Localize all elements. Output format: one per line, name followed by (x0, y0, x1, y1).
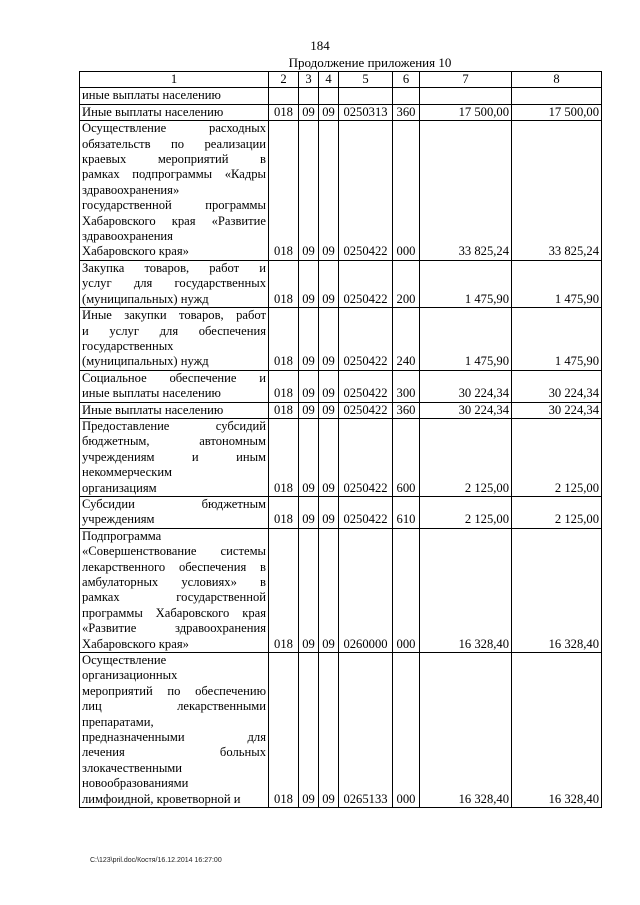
description-line: лиц лекарственными (82, 699, 266, 714)
target-article-code: 0250422 (339, 370, 393, 402)
ministry-code: 018 (269, 418, 299, 496)
table-row (80, 496, 602, 528)
table-header-row (80, 72, 602, 88)
description-line: лекарственного обеспечения в (82, 559, 266, 574)
table-row (80, 260, 602, 307)
description-line: здравоохранения» (82, 182, 180, 197)
subsection-code (319, 88, 339, 104)
amount-total: 1 475,90 (512, 308, 602, 371)
section-code: 09 (299, 402, 319, 418)
description-line: краевых мероприятий в (82, 152, 266, 167)
description-line: Осуществление расходных (82, 121, 266, 136)
description-line: Закупка товаров, работ и (82, 260, 266, 275)
description-line: Предоставление субсидий (82, 418, 266, 433)
amount-2015 (420, 88, 512, 104)
row-description (80, 653, 269, 808)
ministry-code: 018 (269, 370, 299, 402)
description-line: «Развитие здравоохранения (82, 621, 266, 636)
row-description (80, 260, 269, 307)
description-line: «Совершенствование системы (82, 544, 266, 559)
subsection-code: 09 (319, 418, 339, 496)
subsection-code: 09 (319, 308, 339, 371)
expense-type-code: 200 (393, 260, 420, 307)
section-code: 09 (299, 308, 319, 371)
amount-total: 2 125,00 (512, 496, 602, 528)
expense-type-code: 240 (393, 308, 420, 371)
header-cell-8: 8 (512, 72, 602, 88)
amount-total: 17 500,00 (512, 104, 602, 120)
target-article-code: 0260000 (339, 528, 393, 652)
description-line: Иные выплаты населению (82, 402, 224, 417)
table-row (80, 88, 602, 104)
budget-table (79, 71, 602, 808)
expense-type-code (393, 88, 420, 104)
header-cell-6: 6 (393, 72, 420, 88)
row-description (80, 528, 269, 652)
description-line: Хабаровского края «Развитие (82, 213, 266, 228)
amount-total (512, 88, 602, 104)
header-cell-1: 1 (80, 72, 269, 88)
page-number: 184 (310, 38, 330, 53)
target-article-code: 0250422 (339, 121, 393, 261)
amount-2015: 30 224,34 (420, 370, 512, 402)
table-row (80, 528, 602, 652)
description-line: (муниципальных) нужд (82, 291, 209, 306)
subsection-code: 09 (319, 370, 339, 402)
description-line: здравоохранения (82, 229, 173, 244)
table-row (80, 653, 602, 808)
description-line: препаратами, (82, 714, 154, 729)
header-cell-5: 5 (339, 72, 393, 88)
subsection-code: 09 (319, 402, 339, 418)
file-path-footer: C:\123\pril.doc/Костя/16.12.2014 16:27:00 (90, 857, 222, 864)
description-line: учреждениям и иным (82, 449, 266, 464)
description-line: Хабаровского края» (82, 244, 189, 259)
description-line: иные выплаты населению (82, 386, 221, 401)
description-line: Подпрограмма (82, 528, 162, 543)
section-code: 09 (299, 370, 319, 402)
target-article-code: 0250313 (339, 104, 393, 120)
description-line: некоммерческим (82, 465, 173, 480)
table-row (80, 104, 602, 120)
description-line: Субсидии бюджетным (82, 496, 266, 511)
expense-type-code: 600 (393, 418, 420, 496)
expense-type-code: 000 (393, 528, 420, 652)
ministry-code: 018 (269, 496, 299, 528)
header-cell-7: 7 (420, 72, 512, 88)
description-line: организационных (82, 668, 178, 683)
description-line: бюджетным, автономным (82, 434, 266, 449)
amount-2015: 16 328,40 (420, 653, 512, 808)
target-article-code: 0250422 (339, 496, 393, 528)
subsection-code: 09 (319, 121, 339, 261)
row-description (80, 402, 269, 418)
description-line: организациям (82, 480, 157, 495)
description-line: новообразованиями (82, 776, 189, 791)
ministry-code: 018 (269, 402, 299, 418)
section-code (299, 88, 319, 104)
amount-total: 2 125,00 (512, 418, 602, 496)
ministry-code: 018 (269, 653, 299, 808)
amount-total: 30 224,34 (512, 370, 602, 402)
amount-2015: 2 125,00 (420, 496, 512, 528)
description-line: лимфоидной, кроветворной и (82, 791, 241, 806)
description-line: Осуществление (82, 653, 167, 668)
table-row (80, 308, 602, 371)
description-line: рамках государственной (82, 590, 266, 605)
row-description (80, 121, 269, 261)
amount-total: 16 328,40 (512, 528, 602, 652)
section-code: 09 (299, 496, 319, 528)
expense-type-code: 000 (393, 653, 420, 808)
subsection-code: 09 (319, 653, 339, 808)
section-code: 09 (299, 418, 319, 496)
amount-2015: 17 500,00 (420, 104, 512, 120)
section-code: 09 (299, 121, 319, 261)
header-cell-2: 2 (269, 72, 299, 88)
description-line: государственной программы (82, 198, 266, 213)
target-article-code (339, 88, 393, 104)
table-row (80, 418, 602, 496)
row-description (80, 496, 269, 528)
table-row (80, 121, 602, 261)
row-description (80, 418, 269, 496)
expense-type-code: 000 (393, 121, 420, 261)
description-line: рамках подпрограммы «Кадры (82, 167, 266, 182)
subsection-code: 09 (319, 496, 339, 528)
subsection-code: 09 (319, 104, 339, 120)
target-article-code: 0250422 (339, 418, 393, 496)
amount-2015: 2 125,00 (420, 418, 512, 496)
subsection-code: 09 (319, 528, 339, 652)
description-line: мероприятий по обеспечению (82, 683, 266, 698)
section-code: 09 (299, 260, 319, 307)
ministry-code: 018 (269, 121, 299, 261)
subsection-code: 09 (319, 260, 339, 307)
section-code: 09 (299, 653, 319, 808)
description-line: амбулаторных условиях» в (82, 575, 266, 589)
section-code: 09 (299, 528, 319, 652)
amount-total: 30 224,34 (512, 402, 602, 418)
expense-type-code: 360 (393, 104, 420, 120)
description-line: иные выплаты населению (82, 88, 221, 103)
target-article-code: 0250422 (339, 260, 393, 307)
amount-total: 16 328,40 (512, 653, 602, 808)
expense-type-code: 360 (393, 402, 420, 418)
amount-2015: 1 475,90 (420, 308, 512, 371)
ministry-code: 018 (269, 528, 299, 652)
description-line: обязательств по реализации (82, 136, 266, 151)
target-article-code: 0250422 (339, 308, 393, 371)
target-article-code: 0265133 (339, 653, 393, 808)
description-line: программы Хабаровского края (82, 605, 266, 620)
description-line: предназначенными для (82, 730, 266, 745)
ministry-code: 018 (269, 308, 299, 371)
description-line: Социальное обеспечение и (82, 370, 266, 385)
description-line: государственных (82, 338, 174, 353)
description-line: (муниципальных) нужд (82, 354, 209, 369)
description-line: услуг для государственных (82, 276, 266, 291)
target-article-code: 0250422 (339, 402, 393, 418)
description-line: лечения больных (82, 745, 266, 760)
row-description (80, 88, 269, 104)
description-line: учреждениям (82, 512, 155, 527)
description-line: Хабаровского края» (82, 636, 189, 651)
amount-2015: 33 825,24 (420, 121, 512, 261)
row-description (80, 370, 269, 402)
ministry-code (269, 88, 299, 104)
section-code: 09 (299, 104, 319, 120)
amount-2015: 1 475,90 (420, 260, 512, 307)
amount-2015: 16 328,40 (420, 528, 512, 652)
amount-total: 1 475,90 (512, 260, 602, 307)
continuation-title: Продолжение приложения 10 (288, 55, 452, 70)
row-description (80, 104, 269, 120)
header-cell-3: 3 (299, 72, 319, 88)
ministry-code: 018 (269, 104, 299, 120)
amount-total: 33 825,24 (512, 121, 602, 261)
description-line: и услуг для обеспечения (82, 323, 266, 338)
ministry-code: 018 (269, 260, 299, 307)
expense-type-code: 300 (393, 370, 420, 402)
description-line: злокачественными (82, 760, 183, 775)
description-line: Иные выплаты населению (82, 104, 224, 119)
description-line: Иные закупки товаров, работ (82, 308, 266, 323)
table-row (80, 402, 602, 418)
header-cell-4: 4 (319, 72, 339, 88)
expense-type-code: 610 (393, 496, 420, 528)
table-row (80, 370, 602, 402)
amount-2015: 30 224,34 (420, 402, 512, 418)
row-description (80, 308, 269, 371)
